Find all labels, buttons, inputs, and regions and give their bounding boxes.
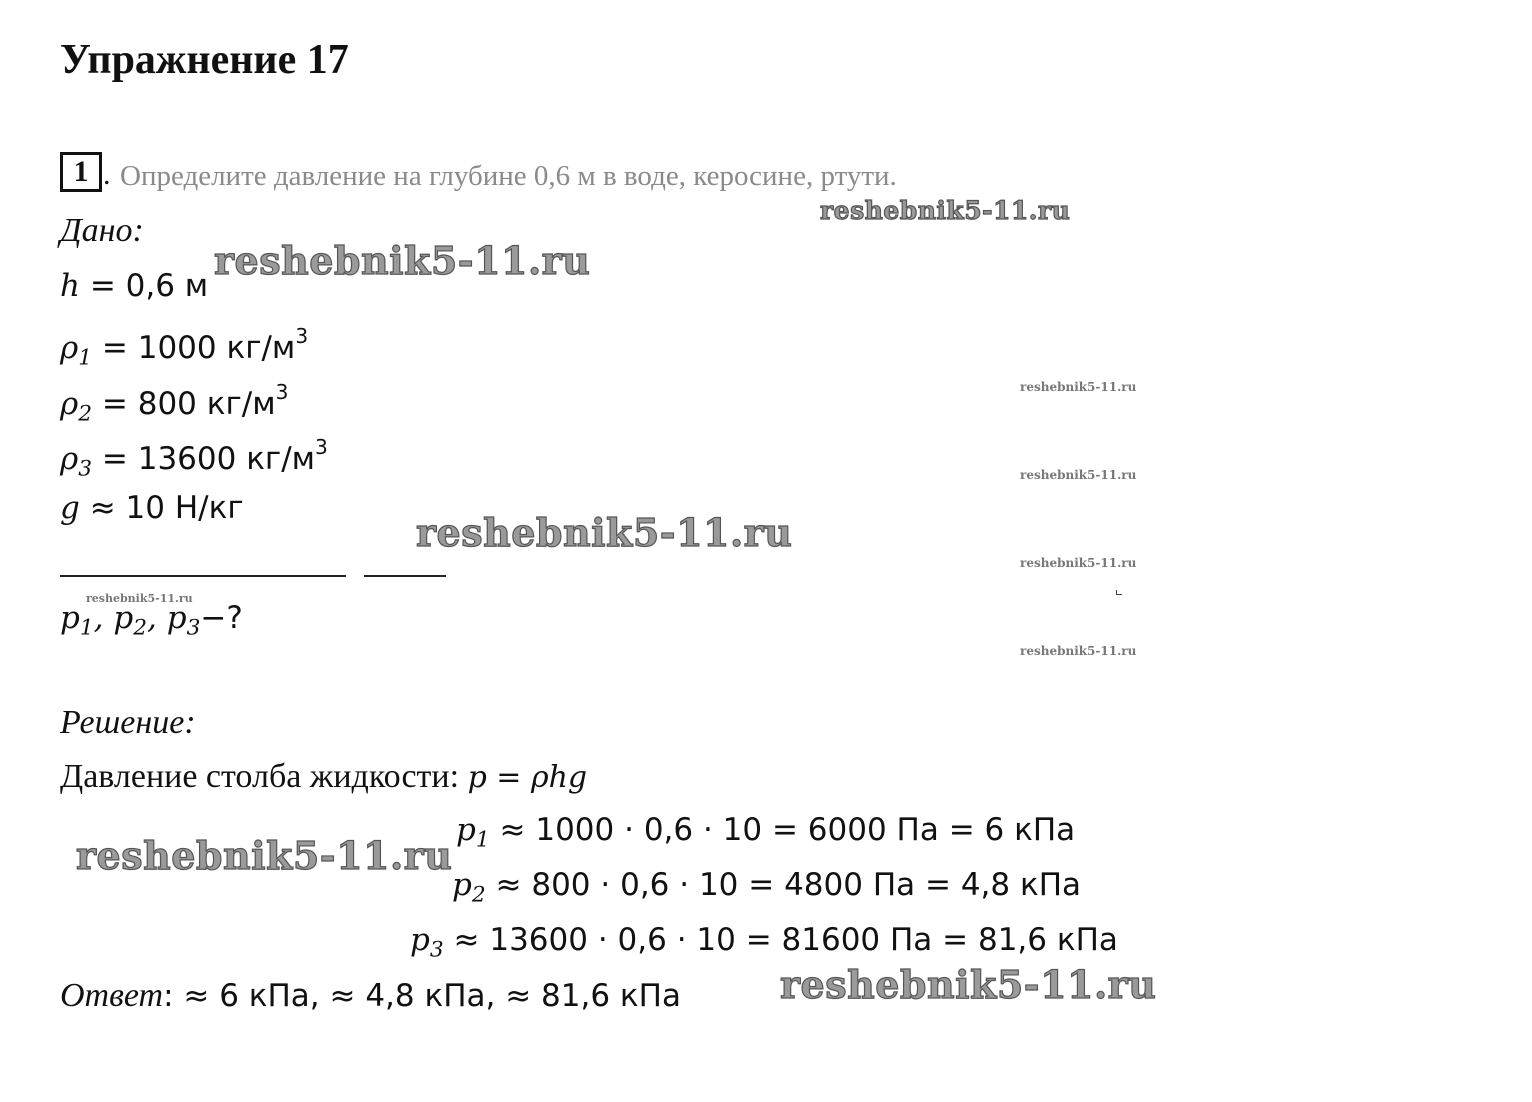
symbol-h: h xyxy=(60,268,80,304)
watermark: reshebnik5-11.ru xyxy=(416,510,793,555)
find-symbols: $p_1$, $p_2$, $p_3$ xyxy=(60,600,201,641)
find-question: −? xyxy=(200,600,243,636)
answer-value: : ≈ 6 кПа, ≈ 4,8 кПа, ≈ 81,6 кПа xyxy=(163,978,681,1014)
watermark-small: reshebnik5-11.ru xyxy=(1020,556,1137,570)
given-rho3: $\rho_3 = 13600$ $кг/м^3$ xyxy=(60,435,328,482)
divider-gap xyxy=(346,570,364,580)
symbol-g: g xyxy=(60,490,80,526)
watermark: reshebnik5-11.ru xyxy=(214,238,591,283)
corner-mark xyxy=(1116,590,1122,595)
formula-text: Давление столба жидкости: xyxy=(60,758,460,795)
equation-1 xyxy=(456,812,1075,853)
formula-expression: p = ρhg xyxy=(467,760,588,795)
equation-2 xyxy=(452,867,1081,908)
answer-label: Ответ xyxy=(60,977,164,1014)
given-rho1: $\rho_1 = 1000$ $кг/м^3$ xyxy=(60,324,309,371)
given-rho1-value: = 1000 кг/м xyxy=(101,330,296,367)
task-number-dot: . xyxy=(103,158,111,191)
given-g-value: ≈ 10 Н/кг xyxy=(89,490,244,526)
symbol-p1: $p_1$ xyxy=(456,812,490,853)
answer-line xyxy=(60,977,681,1015)
watermark: reshebnik5-11.ru xyxy=(76,833,453,878)
equation-3-value: ≈ 13600 · 0,6 · 10 = 81600 Па = 81,6 кПа xyxy=(453,922,1118,958)
task-number: 1 xyxy=(60,152,102,192)
symbol-rho: $\rho_2$ xyxy=(60,386,93,427)
watermark-small: reshebnik5-11.ru xyxy=(1020,644,1137,658)
given-label: Дано: xyxy=(60,212,144,249)
given-rho3-value: = 13600 кг/м xyxy=(101,441,316,478)
watermark: reshebnik5-11.ru xyxy=(820,196,1071,225)
find-line xyxy=(60,600,243,641)
solution-label: Решение: xyxy=(60,704,196,741)
given-h-value: = 0,6 м xyxy=(89,268,209,304)
task-text: Определите давление на глубине 0,6 м в воде, керосине, ртути. xyxy=(120,160,897,192)
given-rho2: $\rho_2 = 800$ $кг/м^3$ xyxy=(60,380,289,427)
solution-formula xyxy=(60,758,587,796)
given-rho2-value: = 800 кг/м xyxy=(101,386,276,423)
given-g xyxy=(60,490,244,526)
equation-1-value: ≈ 1000 · 0,6 · 10 = 6000 Па = 6 кПа xyxy=(499,812,1076,848)
watermark: reshebnik5-11.ru xyxy=(780,962,1157,1007)
watermark-small: reshebnik5-11.ru xyxy=(1020,380,1137,394)
given-h xyxy=(60,268,208,304)
watermark-small: reshebnik5-11.ru xyxy=(1020,468,1137,482)
equation-2-value: ≈ 800 · 0,6 · 10 = 4800 Па = 4,8 кПа xyxy=(495,867,1082,903)
given-divider xyxy=(60,575,446,577)
equation-3 xyxy=(410,922,1118,963)
watermark-small: reshebnik5-11.ru xyxy=(86,592,193,605)
symbol-p2: $p_2$ xyxy=(452,867,486,908)
page-title: Упражнение 17 xyxy=(60,37,349,83)
symbol-rho: $\rho_1$ xyxy=(60,330,93,371)
symbol-rho: $\rho_3$ xyxy=(60,441,93,482)
symbol-p3: $p_3$ xyxy=(410,922,444,963)
